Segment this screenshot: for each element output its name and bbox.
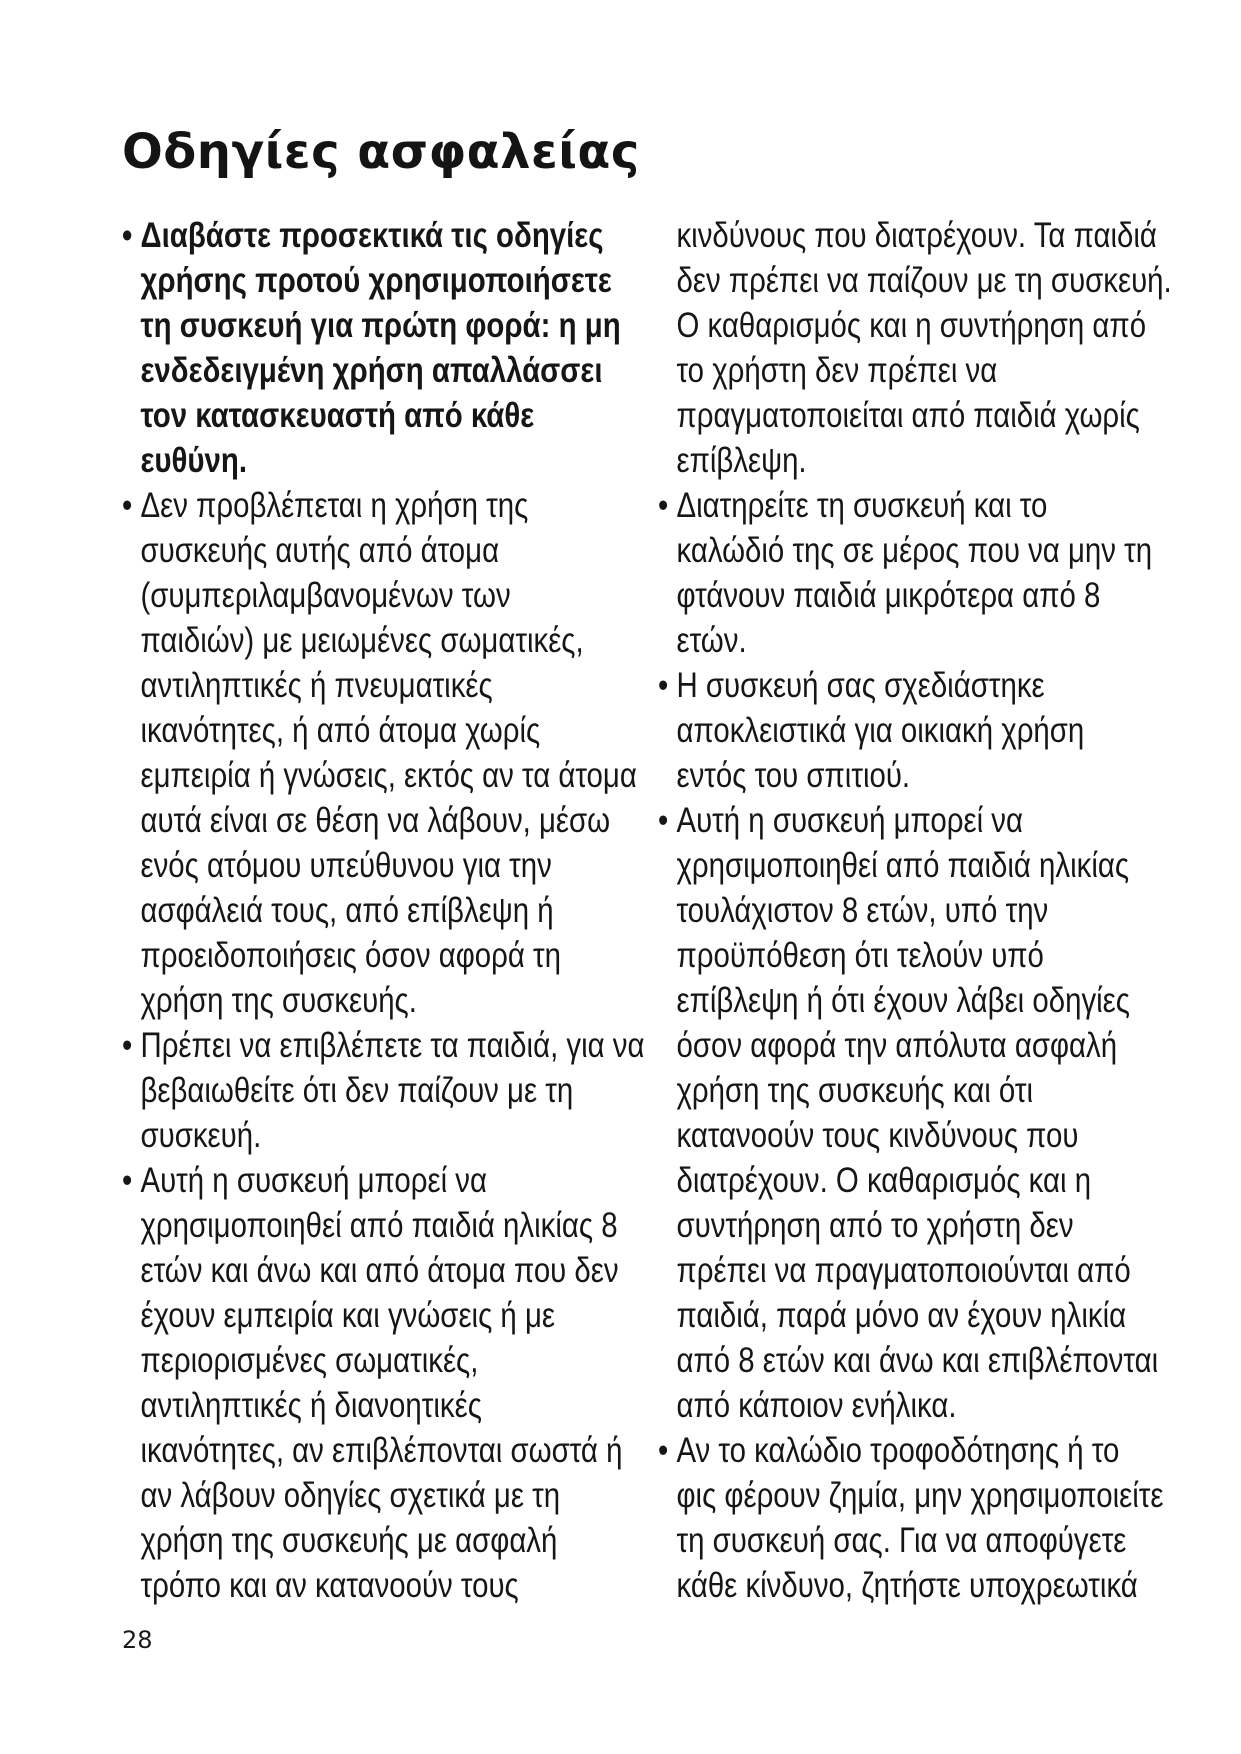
bullet-line: • Η συσκευή σας σχεδιάστηκε [658,663,1162,708]
text-line: χρησιμοποιηθεί από παιδιά ηλικίας 8 [140,1206,618,1245]
text-line: συσκευής αυτής από άτομα [140,531,500,570]
text-line: ικανότητες, ή από άτομα χωρίς [140,711,541,750]
text-line: το χρήστη δεν πρέπει να [676,351,998,390]
text-line: κάθε κίνδυνο, ζητήστε υποχρεωτικά [676,1566,1138,1605]
text-line: από κάποιον ενήλικα. [676,1386,957,1425]
text-line: αντιληπτικές ή διανοητικές [140,1386,482,1425]
text-line: παιδιών) με μειωμένες σωματικές, [140,621,584,660]
text-line: καλώδιό της σε μέρος που να μην τη [676,531,1153,570]
bullet-icon: • [658,486,669,525]
text-line: ικανότητες, αν επιβλέπονται σωστά ή [140,1431,623,1470]
text-line: περιορισμένες σωματικές, [140,1341,479,1380]
bullet-line: • Διαβάστε προσεκτικά τις οδηγίες [122,213,626,258]
bullet-icon: • [658,801,669,840]
text-line: προειδοποιήσεις όσον αφορά τη [140,936,561,975]
left-column [122,213,645,1608]
text-line: κατανοούν τους κινδύνους που [676,1116,1079,1155]
text-line: ενδεδειγμένη χρήση απαλλάσσει [140,351,603,390]
text-line: συντήρηση από το χρήστη δεν [676,1206,1074,1245]
text-line: χρήση της συσκευής και ότι [676,1071,1034,1110]
text-line: κινδύνους που διατρέχουν. Τα παιδιά [676,216,1157,255]
text-line: φτάνουν παιδιά μικρότερα από 8 [676,576,1101,615]
bullet-line: • Αν το καλώδιο τροφοδότησης ή το [658,1428,1162,1473]
text-line: συσκευή. [140,1116,262,1155]
right-column [658,213,1172,1608]
text-line: εμπειρία ή γνώσεις, εκτός αν τα άτομα [140,756,637,795]
text-line: αυτά είναι σε θέση να λάβουν, μέσω [140,801,611,840]
bullet-icon: • [122,216,133,255]
text-line: διατρέχουν. Ο καθαρισμός και η [676,1161,1092,1200]
text-line: φις φέρουν ζημία, μην χρησιμοποιείτε [676,1476,1164,1515]
text-line: προϋπόθεση ότι τελούν υπό [676,936,1044,975]
text-line: αν λάβουν οδηγίες σχετικά με τη [140,1476,561,1515]
text-line: πραγματοποιείται από παιδιά χωρίς [676,396,1140,435]
text-line: παιδιά, παρά μόνο αν έχουν ηλικία [676,1296,1127,1335]
text-line: (συμπεριλαμβανομένων των [140,576,511,615]
text-line: χρήση της συσκευής. [140,981,417,1020]
bullet-icon: • [658,1431,669,1470]
bullet-icon: • [122,1161,133,1200]
bullet-line: • Πρέπει να επιβλέπετε τα παιδιά, για να [122,1023,626,1068]
text-line: χρήσης προτού χρησιμοποιήσετε [140,261,612,300]
text-line: όσον αφορά την απόλυτα ασφαλή [676,1026,1118,1065]
bullet-line: • Δεν προβλέπεται η χρήση της [122,483,626,528]
text-line: ενός ατόμου υπεύθυνου για την [140,846,552,885]
page-title: Οδηγίες ασφαλείας [122,124,640,180]
bullet-line: • Διατηρείτε τη συσκευή και το [658,483,1162,528]
text-line: Ο καθαρισμός και η συντήρηση από [676,306,1147,345]
page-number: 28 [122,1626,153,1654]
text-line: επίβλεψη ή ότι έχουν λάβει οδηγίες [676,981,1130,1020]
text-line: τρόπο και αν κατανοούν τους [140,1566,519,1605]
text-line: βεβαιωθείτε ότι δεν παίζουν με τη [140,1071,574,1110]
text-line: ασφάλειά τους, από επίβλεψη ή [140,891,554,930]
text-line: έχουν εμπειρία και γνώσεις ή με [140,1296,556,1335]
text-line: χρησιμοποιηθεί από παιδιά ηλικίας [676,846,1130,885]
text-line: πρέπει να πραγματοποιούνται από [676,1251,1131,1290]
text-line: από 8 ετών και άνω και επιβλέπονται [676,1341,1159,1380]
text-line: αντιληπτικές ή πνευματικές [140,666,493,705]
bullet-icon: • [122,486,133,525]
bullet-line: • Αυτή η συσκευή μπορεί να [122,1158,626,1203]
text-line: τουλάχιστον 8 ετών, υπό την [676,891,1049,930]
bullet-icon: • [658,666,669,705]
text-line: χρήση της συσκευής με ασφαλή [140,1521,558,1560]
text-line: εντός του σπιτιού. [676,756,911,795]
text-line: δεν πρέπει να παίζουν με τη συσκευή. [676,261,1172,300]
bullet-line: • Αυτή η συσκευή μπορεί να [658,798,1162,843]
text-line: τον κατασκευαστή από κάθε [140,396,535,435]
text-line: ευθύνη. [140,441,248,480]
text-line: ετών. [676,621,747,660]
text-line: τη συσκευή σας. Για να αποφύγετε [676,1521,1127,1560]
text-line: ετών και άνω και από άτομα που δεν [140,1251,619,1290]
text-line: αποκλειστικά για οικιακή χρήση [676,711,1085,750]
text-line: επίβλεψη. [676,441,807,480]
text-line: τη συσκευή για πρώτη φορά: η μη [140,306,621,345]
bullet-icon: • [122,1026,133,1065]
